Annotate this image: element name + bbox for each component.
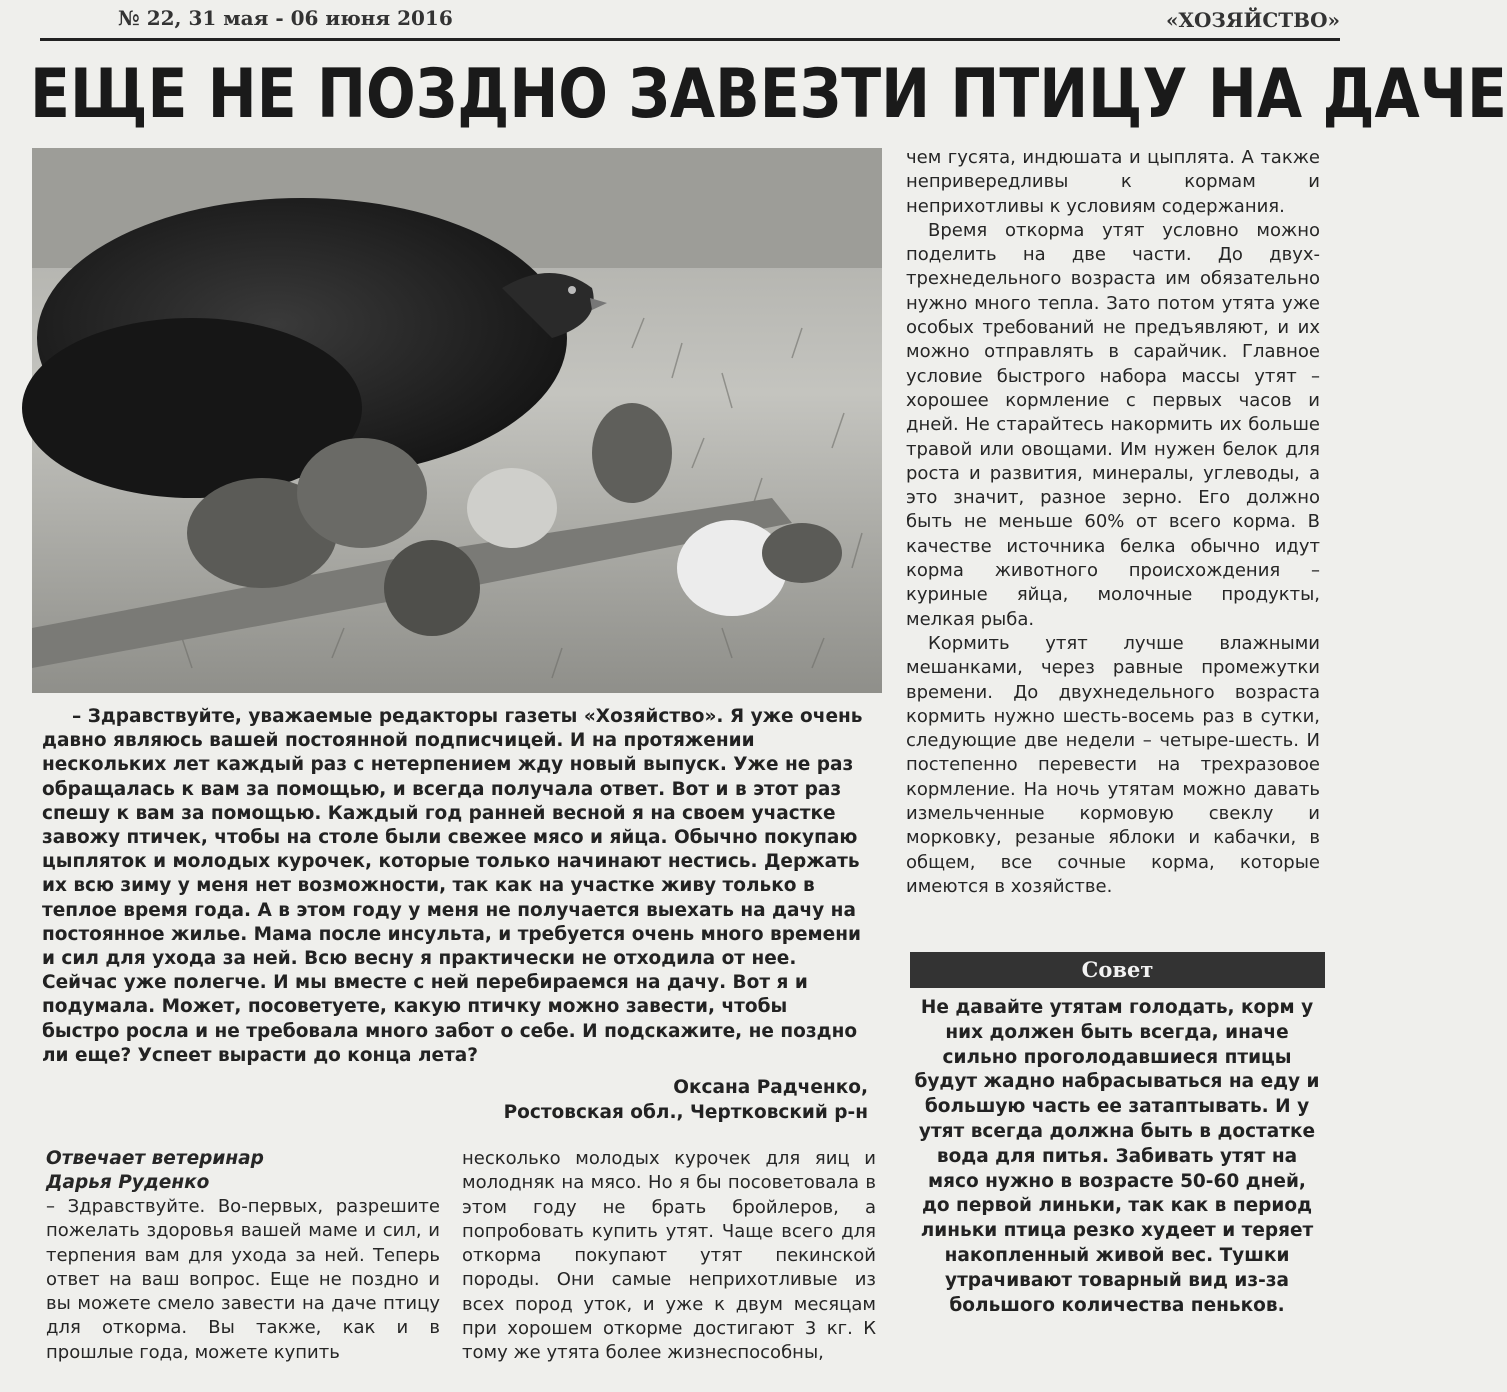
tip-text: Не давайте утятам голодать, корм у них должен быть всегда, иначе сильно проголодавшиеся птицы будут жадно набрасываться на еду и большую часть ее затаптывать. И у утят всегда должна быть в достатке вода для питья. Забивать утят на мясо нужно в возрасте 50-60 дней, до первой линьки, так как в период линьки птица резко худеет и теряет накопленный живой вес. Тушки утрачивают товарный вид из-за большого количества пеньков. [914,997,1320,1316]
answer-author: Дарья Руденко [46,1172,210,1193]
photo-hen-with-chicks [32,148,882,693]
reader-letter [42,705,868,1068]
vet-answer [46,1147,440,1365]
photo-illustration [32,148,882,693]
right-column [906,146,1320,899]
letter-text: – Здравствуйте, уважаемые редакторы газеты «Хозяйство». Я уже очень давно являюсь вашей постоянной подписчицей. И на протяжении нескольких лет каждый раз с нетерпением жду новый выпуск. Уже не раз обращалась к вам за помощью, и всегда получала ответ. Вот и в этот раз спешу к вам за помощью. Каждый год ранней весной я на своем участке завожу птичек, чтобы на столе были свежее мясо и яйца. Обычно покупаю цыпляток и молодых курочек, которые только начинают нестись. Держать их всю зиму у меня нет возможности, так как на участке живу только в теплое время года. А в этом году у меня не получается выехать на дачу на постоянное жилье. Мама после инсульта, и требуется очень много времени и сил для ухода за ней. Всю весну я практически не отходила от нее. Сейчас уже полегче. И мы вместе с ней перебираемся на дачу. Вот я и подумала. Может, посоветуете, какую птичку можно завести, чтобы быстро росла и не требовала много забот о себе. И подскажите, не поздно ли еще? Успеет вырасти до конца лета? [42,706,863,1066]
signature-name: Оксана Радченко, [673,1077,868,1098]
middle-text: несколько молодых курочек для яиц и молодняк на мясо. Но я бы посоветовала в этом году не брать бройлеров, а попробовать купить утят. Чаще всего для откорма покупают утят пекинской породы. Они самые неприхотливые из всех пород уток, и уже к двум месяцам при хорошем откорме достигают 3 кг. К тому же утята более жизнеспособны, [462,1148,876,1364]
paragraph: чем гусята, индюшата и цыплята. А также непривередливы к кормам и неприхотливы к условиям содержания. [906,147,1320,217]
headline: ЕЩЕ НЕ ПОЗДНО ЗАВЕЗТИ ПТИЦУ НА ДАЧЕ [30,55,1507,134]
issue-date: № 22, 31 мая - 06 июня 2016 [118,6,453,30]
signature-place: Ростовская обл., Чертковский р-н [503,1101,868,1123]
paragraph: Время откорма утят условно можно поделить на две части. До двух-трехнедельного возраста им обязательно нужно много тепла. Зато потом утята уже особых требований не предъявляют, и их можно отправлять в сарайчик. Главное условие быстрого набора массы утят – хорошее кормление с первых часов и дней. Не старайтесь накормить их больше травой или овощами. Им нужен белок для роста и развития, минералы, углеводы, а это значит, разное зерно. Его должно быть не меньше 60% от всего корма. В качестве источника белка обычно идут корма животного происхождения – куриные яйца, молочные продукты, мелкая рыба. [906,219,1320,630]
middle-column [462,1147,876,1366]
newspaper-name: «ХОЗЯЙСТВО» [1165,8,1340,32]
tip-heading: Совет [910,952,1325,988]
answer-text: – Здравствуйте. Во-первых, разрешите пожелать здоровья вашей маме и сил, и терпения вам для ухода за ней. Теперь ответ на ваш вопрос. Еще не поздно и вы можете смело завести на даче птицу для откорма. Вы также, как и в прошлые года, можете купить [46,1196,440,1363]
paragraph: Кормить утят лучше влажными мешанками, через равные промежутки времени. До двухнедельного возраста кормить нужно шесть-восемь раз в сутки, следующие две недели – четыре-шесть. И постепенно перевести на трехразовое кормление. На ночь утятам можно давать измельченные кормовую свеклу и морковку, резаные яблоки и кабачки, в общем, все сочные корма, которые имеются в хозяйстве. [906,632,1320,897]
answer-byline: Отвечает ветеринар [46,1148,264,1169]
letter-signature [504,1076,868,1125]
